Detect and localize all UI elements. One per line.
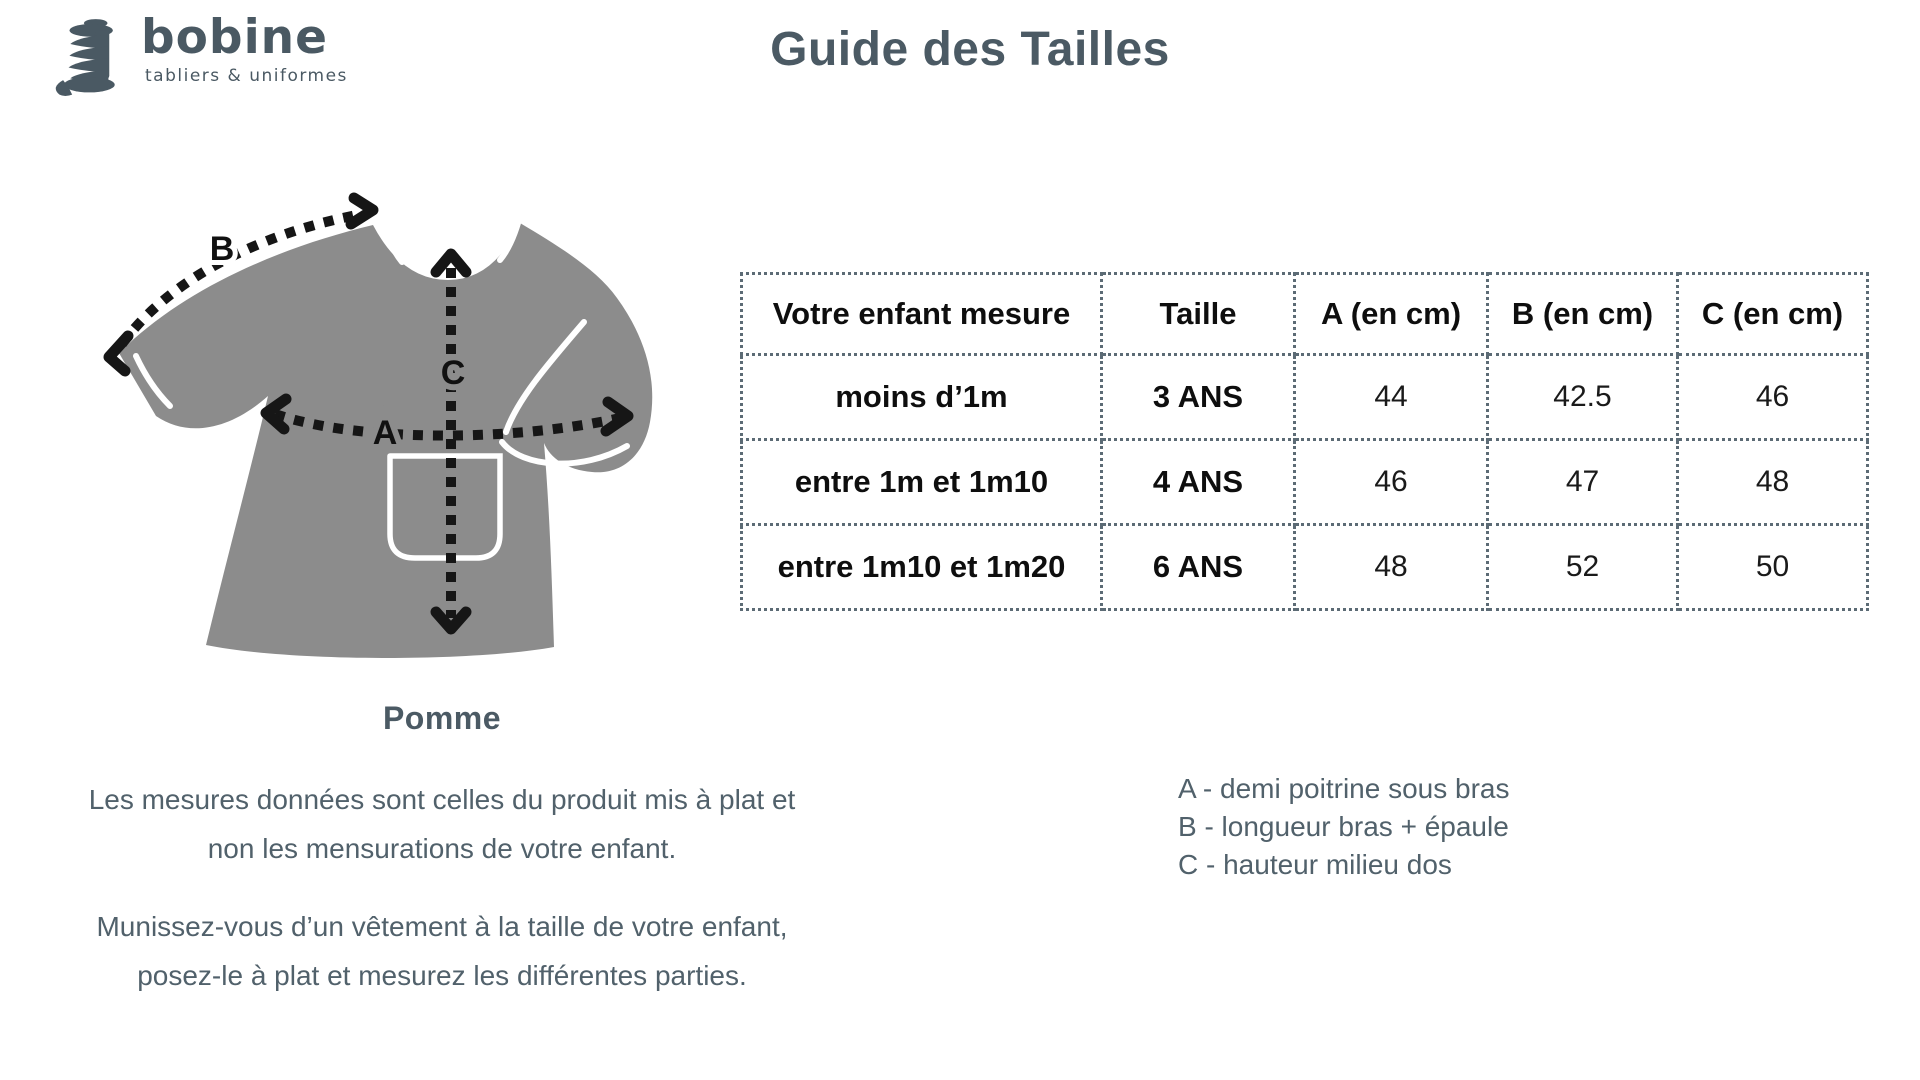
cell-mesure: entre 1m10 et 1m20: [742, 525, 1102, 610]
cell-c: 50: [1678, 525, 1868, 610]
header-c: C (en cm): [1678, 274, 1868, 355]
cell-b: 42.5: [1488, 355, 1678, 440]
measure-label-c: C: [440, 354, 466, 392]
measure-label-b: B: [209, 230, 235, 268]
note-line: posez-le à plat et mesurez les différentes parties.: [137, 960, 747, 991]
header-b: B (en cm): [1488, 274, 1678, 355]
size-table-row: [742, 440, 1868, 525]
note-paragraph-2: [22, 902, 862, 1000]
brand-tagline: tabliers & uniformes: [145, 66, 348, 86]
measure-label-a: A: [372, 414, 398, 452]
size-table-container: [740, 272, 1869, 611]
cell-c: 46: [1678, 355, 1868, 440]
legend-item-a: A - demi poitrine sous bras: [1178, 773, 1510, 804]
header-taille: Taille: [1102, 274, 1295, 355]
thread-spool-icon: [45, 12, 131, 104]
cell-taille: 6 ANS: [1102, 525, 1295, 610]
legend-item-b: B - longueur bras + épaule: [1178, 811, 1509, 842]
cell-taille: 3 ANS: [1102, 355, 1295, 440]
size-table-header-row: [742, 274, 1868, 355]
note-line: Les mesures données sont celles du produit mis à plat et: [88, 784, 796, 815]
smock-illustration: [92, 150, 672, 670]
cell-taille: 4 ANS: [1102, 440, 1295, 525]
measure-notes: [22, 775, 862, 1000]
cell-a: 46: [1295, 440, 1488, 525]
cell-c: 48: [1678, 440, 1868, 525]
size-table-row: [742, 355, 1868, 440]
size-table: [740, 272, 1869, 611]
size-table-row: [742, 525, 1868, 610]
header-mesure: Votre enfant mesure: [742, 274, 1102, 355]
brand-logo-text: [141, 12, 348, 86]
cell-a: 44: [1295, 355, 1488, 440]
measure-legend: [1178, 770, 1510, 884]
product-name: Pomme: [382, 700, 502, 736]
note-paragraph-1: [22, 775, 862, 873]
brand-name: bobine: [141, 10, 329, 65]
page-title: Guide des Tailles: [770, 23, 1170, 76]
cell-b: 52: [1488, 525, 1678, 610]
legend-item-c: C - hauteur milieu dos: [1178, 849, 1452, 880]
cell-b: 47: [1488, 440, 1678, 525]
cell-mesure: moins d’1m: [742, 355, 1102, 440]
cell-a: 48: [1295, 525, 1488, 610]
note-line: Munissez-vous d’un vêtement à la taille de votre enfant,: [96, 911, 788, 942]
header-a: A (en cm): [1295, 274, 1488, 355]
note-line: non les mensurations de votre enfant.: [207, 833, 677, 864]
smock-diagram-svg: [92, 150, 672, 670]
brand-logo: [45, 12, 348, 104]
cell-mesure: entre 1m et 1m10: [742, 440, 1102, 525]
